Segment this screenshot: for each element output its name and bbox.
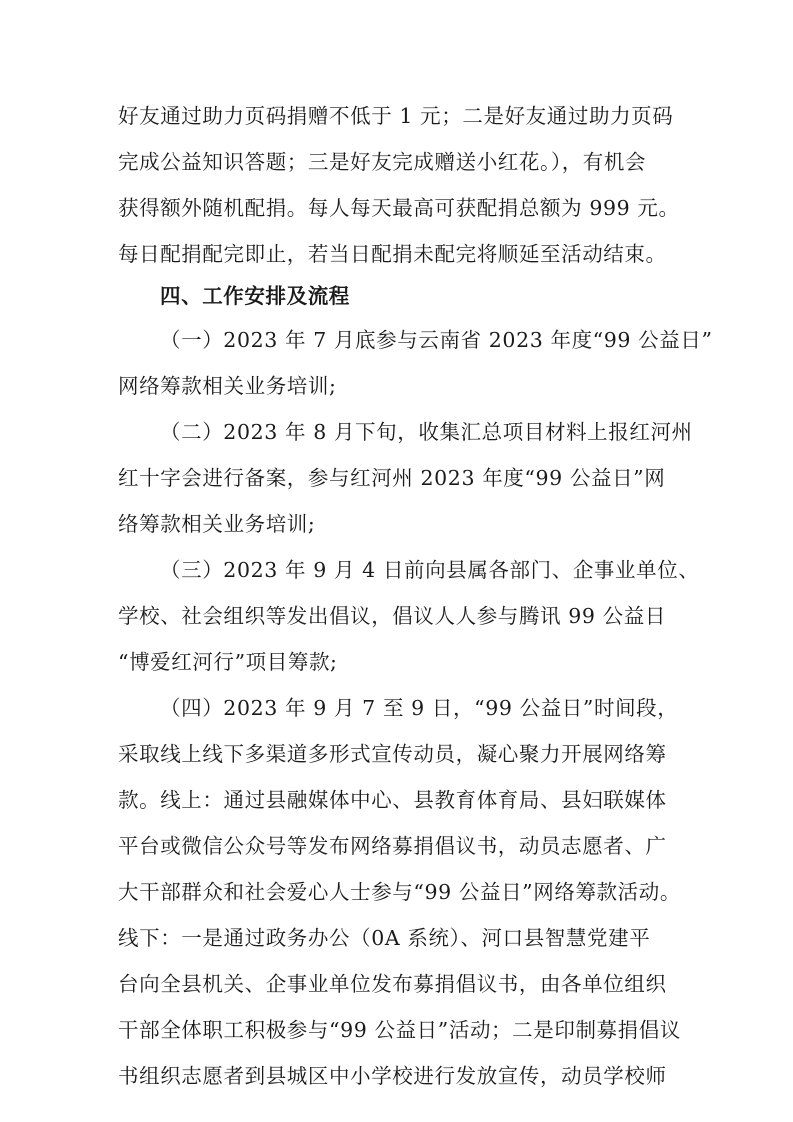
body-text-line: 采取线上线下多渠道多形式宣传动员，凝心聚力开展网络筹 [118,742,667,766]
body-text-line: 学校、社会组织等发出倡议，倡议人人参与腾讯 99 公益日 [118,604,666,628]
body-text-line: 平台或微信公众号等发布网络募捐倡议书，动员志愿者、广 [118,834,667,858]
body-text-line: 干部全体职工积极参与“99 公益日”活动；二是印制募捐倡议 [118,1018,681,1042]
body-text-line: “博爱红河行”项目筹款; [118,650,338,674]
body-text-line: 款。线上：通过县融媒体中心、县教育体育局、县妇联媒体 [118,788,667,812]
body-text-line: 台向全县机关、企事业单位发布募捐倡议书，由各单位组织 [118,972,667,996]
body-text-line: 线下：一是通过政务办公（0A 系统）、河口县智慧党建平 [118,926,651,950]
section-heading: 四、工作安排及流程 [160,284,350,308]
body-text-line: 书组织志愿者到县城区中小学校进行发放宣传，动员学校师 [118,1064,667,1088]
body-text-line: （一）2023 年 7 月底参与云南省 2023 年度“99 公益日” [160,328,713,352]
body-text-line: 大干部群众和社会爱心人士参与“99 公益日”网络筹款活动。 [118,880,681,904]
body-text-line: 好友通过助力页码捐赠不低于 1 元；二是好友通过助力页码 [118,104,674,128]
body-text-line: 获得额外随机配捐。每人每天最高可获配捐总额为 999 元。 [118,196,680,220]
body-text-line: （四）2023 年 9 月 7 至 9 日，“99 公益日”时间段， [160,696,679,720]
body-text-line: （三）2023 年 9 月 4 日前向县属各部门、企事业单位、 [160,558,700,582]
body-text-line: （二）2023 年 8 月下旬，收集汇总项目材料上报红河州 [160,420,693,444]
body-text-line: 红十字会进行备案，参与红河州 2023 年度“99 公益日”网 [118,466,666,490]
body-text-line: 网络筹款相关业务培训; [118,374,337,398]
body-text-line: 每日配捐配完即止，若当日配捐未配完将顺延至活动结束。 [118,242,667,266]
body-text-line: 完成公益知识答题；三是好友完成赠送小红花。），有机会 [118,150,647,174]
body-text-line: 络筹款相关业务培训; [118,512,316,536]
